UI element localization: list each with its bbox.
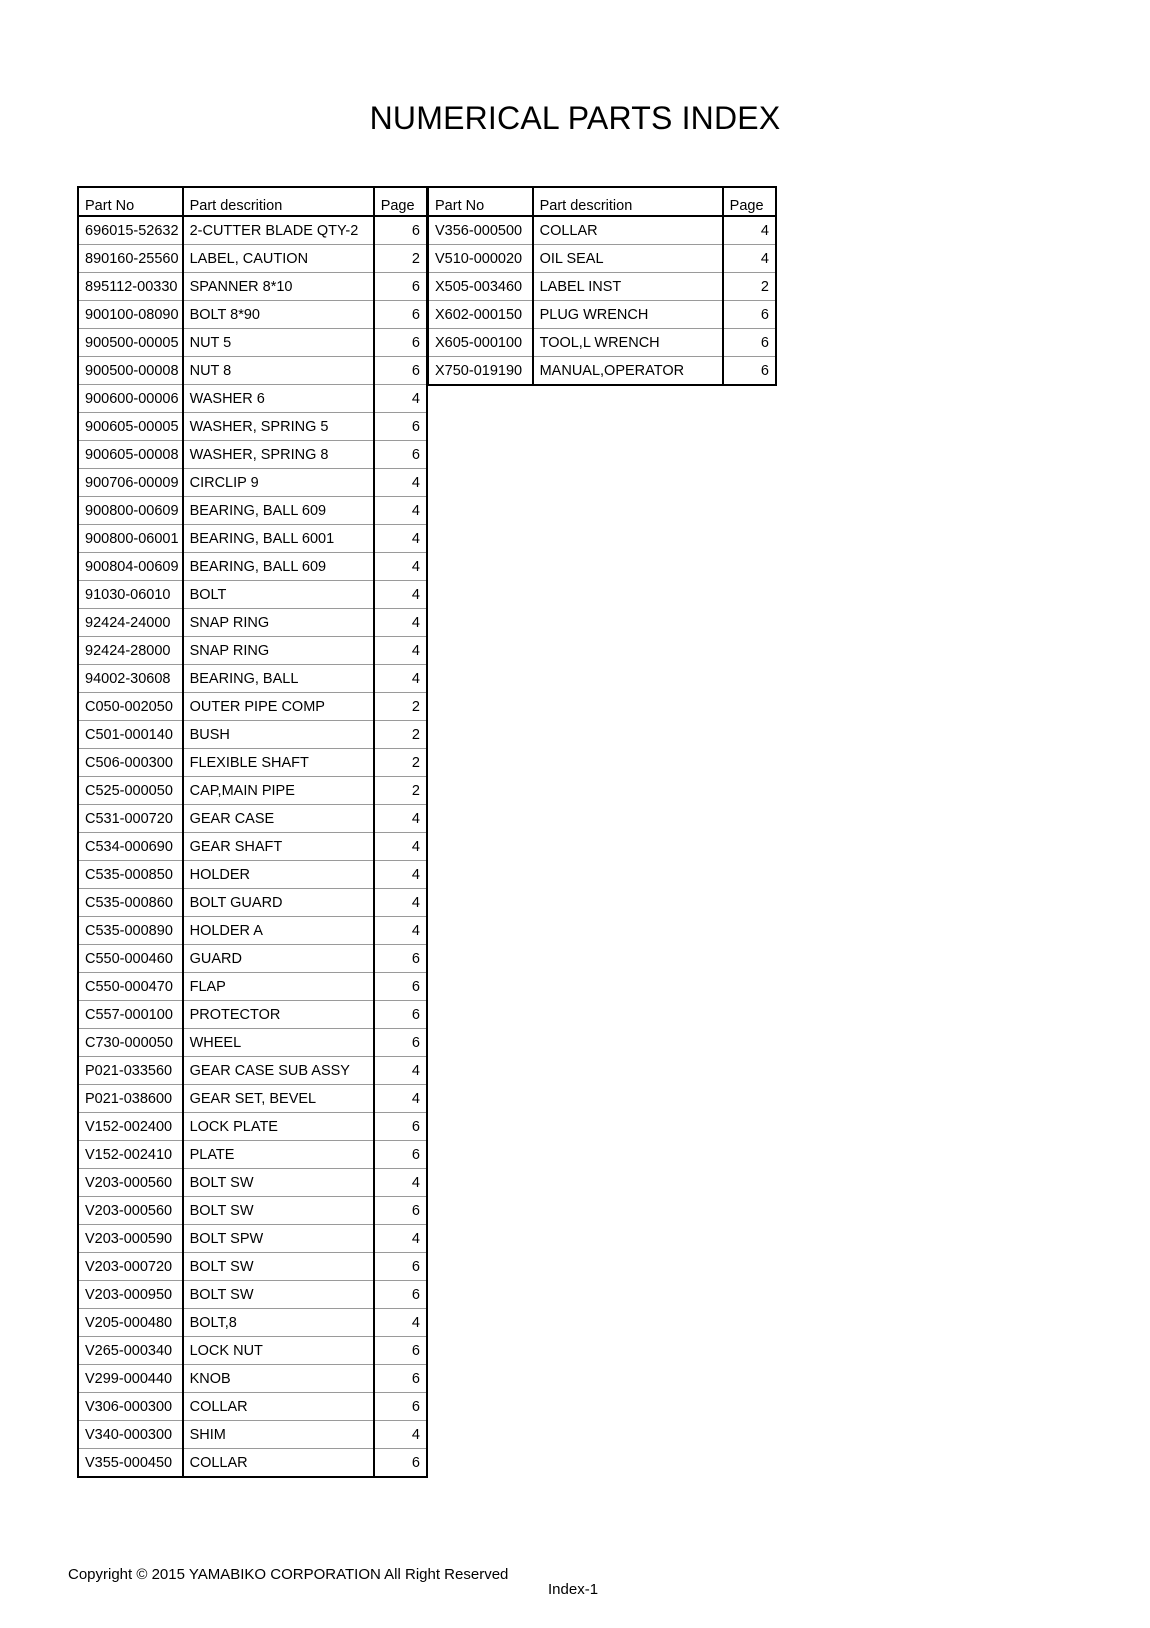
cell-description: WHEEL <box>183 1029 374 1057</box>
table-row <box>78 1449 427 1478</box>
table-row <box>78 805 427 833</box>
cell-part-no: 895112-00330 <box>78 273 183 301</box>
cell-part-no: P021-033560 <box>78 1057 183 1085</box>
cell-description: WASHER 6 <box>183 385 374 413</box>
cell-page: 4 <box>374 581 427 609</box>
cell-description: BOLT SW <box>183 1197 374 1225</box>
cell-part-no: C550-000470 <box>78 973 183 1001</box>
table-row <box>78 1393 427 1421</box>
cell-page: 4 <box>723 216 776 245</box>
cell-part-no: 900605-00008 <box>78 441 183 469</box>
table-row <box>78 721 427 749</box>
table-row <box>78 441 427 469</box>
cell-page: 6 <box>723 301 776 329</box>
cell-part-no: V299-000440 <box>78 1365 183 1393</box>
table-row <box>78 329 427 357</box>
cell-page: 4 <box>374 1421 427 1449</box>
cell-part-no: 900706-00009 <box>78 469 183 497</box>
cell-description: HOLDER A <box>183 917 374 945</box>
table-row <box>78 1365 427 1393</box>
table-row <box>78 1309 427 1337</box>
copyright-notice: Copyright © 2015 YAMABIKO CORPORATION All Right Reserved <box>68 1566 509 1583</box>
cell-page: 6 <box>374 973 427 1001</box>
cell-page: 4 <box>374 1309 427 1337</box>
cell-page: 6 <box>723 357 776 386</box>
table-row <box>428 329 776 357</box>
cell-part-no: C535-000890 <box>78 917 183 945</box>
table-row <box>78 385 427 413</box>
table-row <box>78 693 427 721</box>
cell-part-no: 92424-24000 <box>78 609 183 637</box>
table-row <box>78 301 427 329</box>
cell-description: LABEL INST <box>533 273 723 301</box>
cell-part-no: C535-000860 <box>78 889 183 917</box>
table-row <box>78 945 427 973</box>
cell-page: 4 <box>374 385 427 413</box>
cell-page: 4 <box>374 469 427 497</box>
page-index-label: Index-1 <box>548 1581 599 1598</box>
table-header-row <box>428 187 776 216</box>
table-row <box>78 553 427 581</box>
cell-page: 2 <box>374 693 427 721</box>
table-row <box>78 889 427 917</box>
table-row <box>78 777 427 805</box>
cell-part-no: 900804-00609 <box>78 553 183 581</box>
cell-description: SHIM <box>183 1421 374 1449</box>
cell-description: PLATE <box>183 1141 374 1169</box>
cell-page: 6 <box>374 413 427 441</box>
cell-description: OUTER PIPE COMP <box>183 693 374 721</box>
cell-page: 4 <box>374 665 427 693</box>
cell-page: 6 <box>374 1365 427 1393</box>
column-header-description: Part descrition <box>183 187 374 216</box>
cell-description: PROTECTOR <box>183 1001 374 1029</box>
cell-part-no: V203-000560 <box>78 1169 183 1197</box>
cell-part-no: 900800-00609 <box>78 497 183 525</box>
cell-description: GUARD <box>183 945 374 973</box>
table-row <box>428 273 776 301</box>
cell-description: COLLAR <box>183 1393 374 1421</box>
table-row <box>78 1029 427 1057</box>
parts-table-left <box>77 186 428 1478</box>
cell-part-no: 92424-28000 <box>78 637 183 665</box>
cell-page: 6 <box>374 1029 427 1057</box>
table-header-row <box>78 187 427 216</box>
cell-part-no: 900800-06001 <box>78 525 183 553</box>
cell-description: BOLT,8 <box>183 1309 374 1337</box>
cell-part-no: V152-002400 <box>78 1113 183 1141</box>
cell-description: BEARING, BALL <box>183 665 374 693</box>
cell-description: OIL SEAL <box>533 245 723 273</box>
cell-page: 6 <box>374 1197 427 1225</box>
table-row <box>78 1001 427 1029</box>
cell-page: 6 <box>374 273 427 301</box>
cell-part-no: V340-000300 <box>78 1421 183 1449</box>
cell-description: BOLT SW <box>183 1253 374 1281</box>
table-row <box>78 413 427 441</box>
cell-description: BUSH <box>183 721 374 749</box>
cell-part-no: C531-000720 <box>78 805 183 833</box>
table-row <box>78 833 427 861</box>
cell-part-no: X750-019190 <box>428 357 533 386</box>
cell-page: 2 <box>374 245 427 273</box>
cell-description: BEARING, BALL 609 <box>183 553 374 581</box>
cell-description: WASHER, SPRING 5 <box>183 413 374 441</box>
table-row <box>78 1197 427 1225</box>
cell-description: COLLAR <box>183 1449 374 1478</box>
cell-description: MANUAL,OPERATOR <box>533 357 723 386</box>
cell-page: 4 <box>374 1085 427 1113</box>
cell-page: 4 <box>374 1057 427 1085</box>
cell-description: GEAR CASE <box>183 805 374 833</box>
cell-page: 6 <box>374 329 427 357</box>
cell-page: 6 <box>374 301 427 329</box>
table-row <box>78 469 427 497</box>
table-row <box>78 973 427 1001</box>
cell-description: WASHER, SPRING 8 <box>183 441 374 469</box>
cell-part-no: X605-000100 <box>428 329 533 357</box>
cell-description: CIRCLIP 9 <box>183 469 374 497</box>
table-row <box>428 245 776 273</box>
cell-description: BOLT SW <box>183 1281 374 1309</box>
column-header-part-no: Part No <box>428 187 533 216</box>
table-row <box>78 525 427 553</box>
cell-part-no: V355-000450 <box>78 1449 183 1478</box>
cell-part-no: 94002-30608 <box>78 665 183 693</box>
cell-part-no: 900600-00006 <box>78 385 183 413</box>
cell-part-no: 900500-00008 <box>78 357 183 385</box>
cell-description: NUT 8 <box>183 357 374 385</box>
cell-part-no: V203-000720 <box>78 1253 183 1281</box>
cell-description: BOLT SW <box>183 1169 374 1197</box>
cell-page: 4 <box>374 889 427 917</box>
cell-description: LOCK NUT <box>183 1337 374 1365</box>
cell-part-no: V203-000950 <box>78 1281 183 1309</box>
cell-description: GEAR CASE SUB ASSY <box>183 1057 374 1085</box>
cell-page: 4 <box>374 525 427 553</box>
cell-part-no: 900605-00005 <box>78 413 183 441</box>
cell-page: 4 <box>374 553 427 581</box>
cell-page: 4 <box>374 609 427 637</box>
cell-description: BOLT <box>183 581 374 609</box>
parts-table-right <box>427 186 777 386</box>
cell-page: 2 <box>374 721 427 749</box>
cell-page: 6 <box>374 216 427 245</box>
cell-description: TOOL,L WRENCH <box>533 329 723 357</box>
cell-description: PLUG WRENCH <box>533 301 723 329</box>
table-row <box>78 917 427 945</box>
cell-description: LABEL, CAUTION <box>183 245 374 273</box>
cell-description: SNAP RING <box>183 609 374 637</box>
table-row <box>78 1169 427 1197</box>
cell-part-no: V510-000020 <box>428 245 533 273</box>
cell-part-no: V152-002410 <box>78 1141 183 1169</box>
cell-page: 6 <box>374 357 427 385</box>
cell-part-no: C525-000050 <box>78 777 183 805</box>
table-row <box>78 1057 427 1085</box>
cell-page: 6 <box>374 1141 427 1169</box>
table-row <box>78 1337 427 1365</box>
cell-part-no: V265-000340 <box>78 1337 183 1365</box>
cell-page: 6 <box>374 1449 427 1478</box>
cell-page: 4 <box>374 637 427 665</box>
cell-description: NUT 5 <box>183 329 374 357</box>
cell-page: 6 <box>374 1281 427 1309</box>
cell-description: GEAR SET, BEVEL <box>183 1085 374 1113</box>
cell-part-no: V356-000500 <box>428 216 533 245</box>
cell-part-no: P021-038600 <box>78 1085 183 1113</box>
cell-page: 4 <box>374 1225 427 1253</box>
cell-page: 2 <box>374 749 427 777</box>
cell-page: 4 <box>723 245 776 273</box>
table-row <box>78 1281 427 1309</box>
cell-part-no: C534-000690 <box>78 833 183 861</box>
cell-page: 2 <box>374 777 427 805</box>
cell-part-no: 696015-52632 <box>78 216 183 245</box>
cell-part-no: C501-000140 <box>78 721 183 749</box>
column-header-page: Page <box>374 187 427 216</box>
cell-part-no: V205-000480 <box>78 1309 183 1337</box>
table-row <box>78 216 427 245</box>
table-row <box>78 637 427 665</box>
cell-description: BOLT SPW <box>183 1225 374 1253</box>
table-row <box>428 357 776 386</box>
cell-part-no: C506-000300 <box>78 749 183 777</box>
cell-page: 4 <box>374 805 427 833</box>
cell-page: 6 <box>723 329 776 357</box>
table-row <box>78 1085 427 1113</box>
table-row <box>78 749 427 777</box>
cell-description: KNOB <box>183 1365 374 1393</box>
table-row <box>428 301 776 329</box>
cell-page: 6 <box>374 1253 427 1281</box>
cell-description: 2-CUTTER BLADE QTY-2 <box>183 216 374 245</box>
column-header-part-no: Part No <box>78 187 183 216</box>
table-row <box>78 497 427 525</box>
cell-part-no: C535-000850 <box>78 861 183 889</box>
cell-page: 4 <box>374 917 427 945</box>
cell-part-no: C730-000050 <box>78 1029 183 1057</box>
cell-description: BEARING, BALL 6001 <box>183 525 374 553</box>
cell-part-no: V203-000560 <box>78 1197 183 1225</box>
cell-description: BEARING, BALL 609 <box>183 497 374 525</box>
column-header-description: Part descrition <box>533 187 723 216</box>
cell-part-no: 890160-25560 <box>78 245 183 273</box>
cell-description: HOLDER <box>183 861 374 889</box>
cell-description: SNAP RING <box>183 637 374 665</box>
cell-page: 4 <box>374 497 427 525</box>
page-title: NUMERICAL PARTS INDEX <box>369 100 781 136</box>
cell-description: FLEXIBLE SHAFT <box>183 749 374 777</box>
cell-part-no: C050-002050 <box>78 693 183 721</box>
table-row <box>78 1225 427 1253</box>
cell-description: BOLT GUARD <box>183 889 374 917</box>
cell-page: 6 <box>374 945 427 973</box>
cell-page: 6 <box>374 1393 427 1421</box>
table-row <box>78 245 427 273</box>
table-row <box>78 357 427 385</box>
table-row <box>78 1113 427 1141</box>
table-row <box>78 665 427 693</box>
cell-part-no: V306-000300 <box>78 1393 183 1421</box>
table-row <box>78 1421 427 1449</box>
table-row <box>78 1253 427 1281</box>
cell-page: 6 <box>374 441 427 469</box>
table-row <box>78 1141 427 1169</box>
cell-description: FLAP <box>183 973 374 1001</box>
cell-description: SPANNER 8*10 <box>183 273 374 301</box>
cell-part-no: V203-000590 <box>78 1225 183 1253</box>
cell-description: BOLT 8*90 <box>183 301 374 329</box>
cell-page: 6 <box>374 1001 427 1029</box>
table-row <box>78 861 427 889</box>
cell-part-no: X602-000150 <box>428 301 533 329</box>
cell-part-no: C557-000100 <box>78 1001 183 1029</box>
cell-part-no: X505-003460 <box>428 273 533 301</box>
cell-page: 4 <box>374 861 427 889</box>
table-row <box>78 609 427 637</box>
table-row <box>78 581 427 609</box>
cell-page: 4 <box>374 1169 427 1197</box>
cell-description: LOCK PLATE <box>183 1113 374 1141</box>
cell-page: 2 <box>723 273 776 301</box>
cell-page: 4 <box>374 833 427 861</box>
cell-description: COLLAR <box>533 216 723 245</box>
cell-part-no: 900500-00005 <box>78 329 183 357</box>
cell-part-no: 91030-06010 <box>78 581 183 609</box>
cell-part-no: 900100-08090 <box>78 301 183 329</box>
column-header-page: Page <box>723 187 776 216</box>
cell-part-no: C550-000460 <box>78 945 183 973</box>
table-row <box>78 273 427 301</box>
cell-description: CAP,MAIN PIPE <box>183 777 374 805</box>
table-row <box>428 216 776 245</box>
cell-page: 6 <box>374 1337 427 1365</box>
cell-description: GEAR SHAFT <box>183 833 374 861</box>
cell-page: 6 <box>374 1113 427 1141</box>
